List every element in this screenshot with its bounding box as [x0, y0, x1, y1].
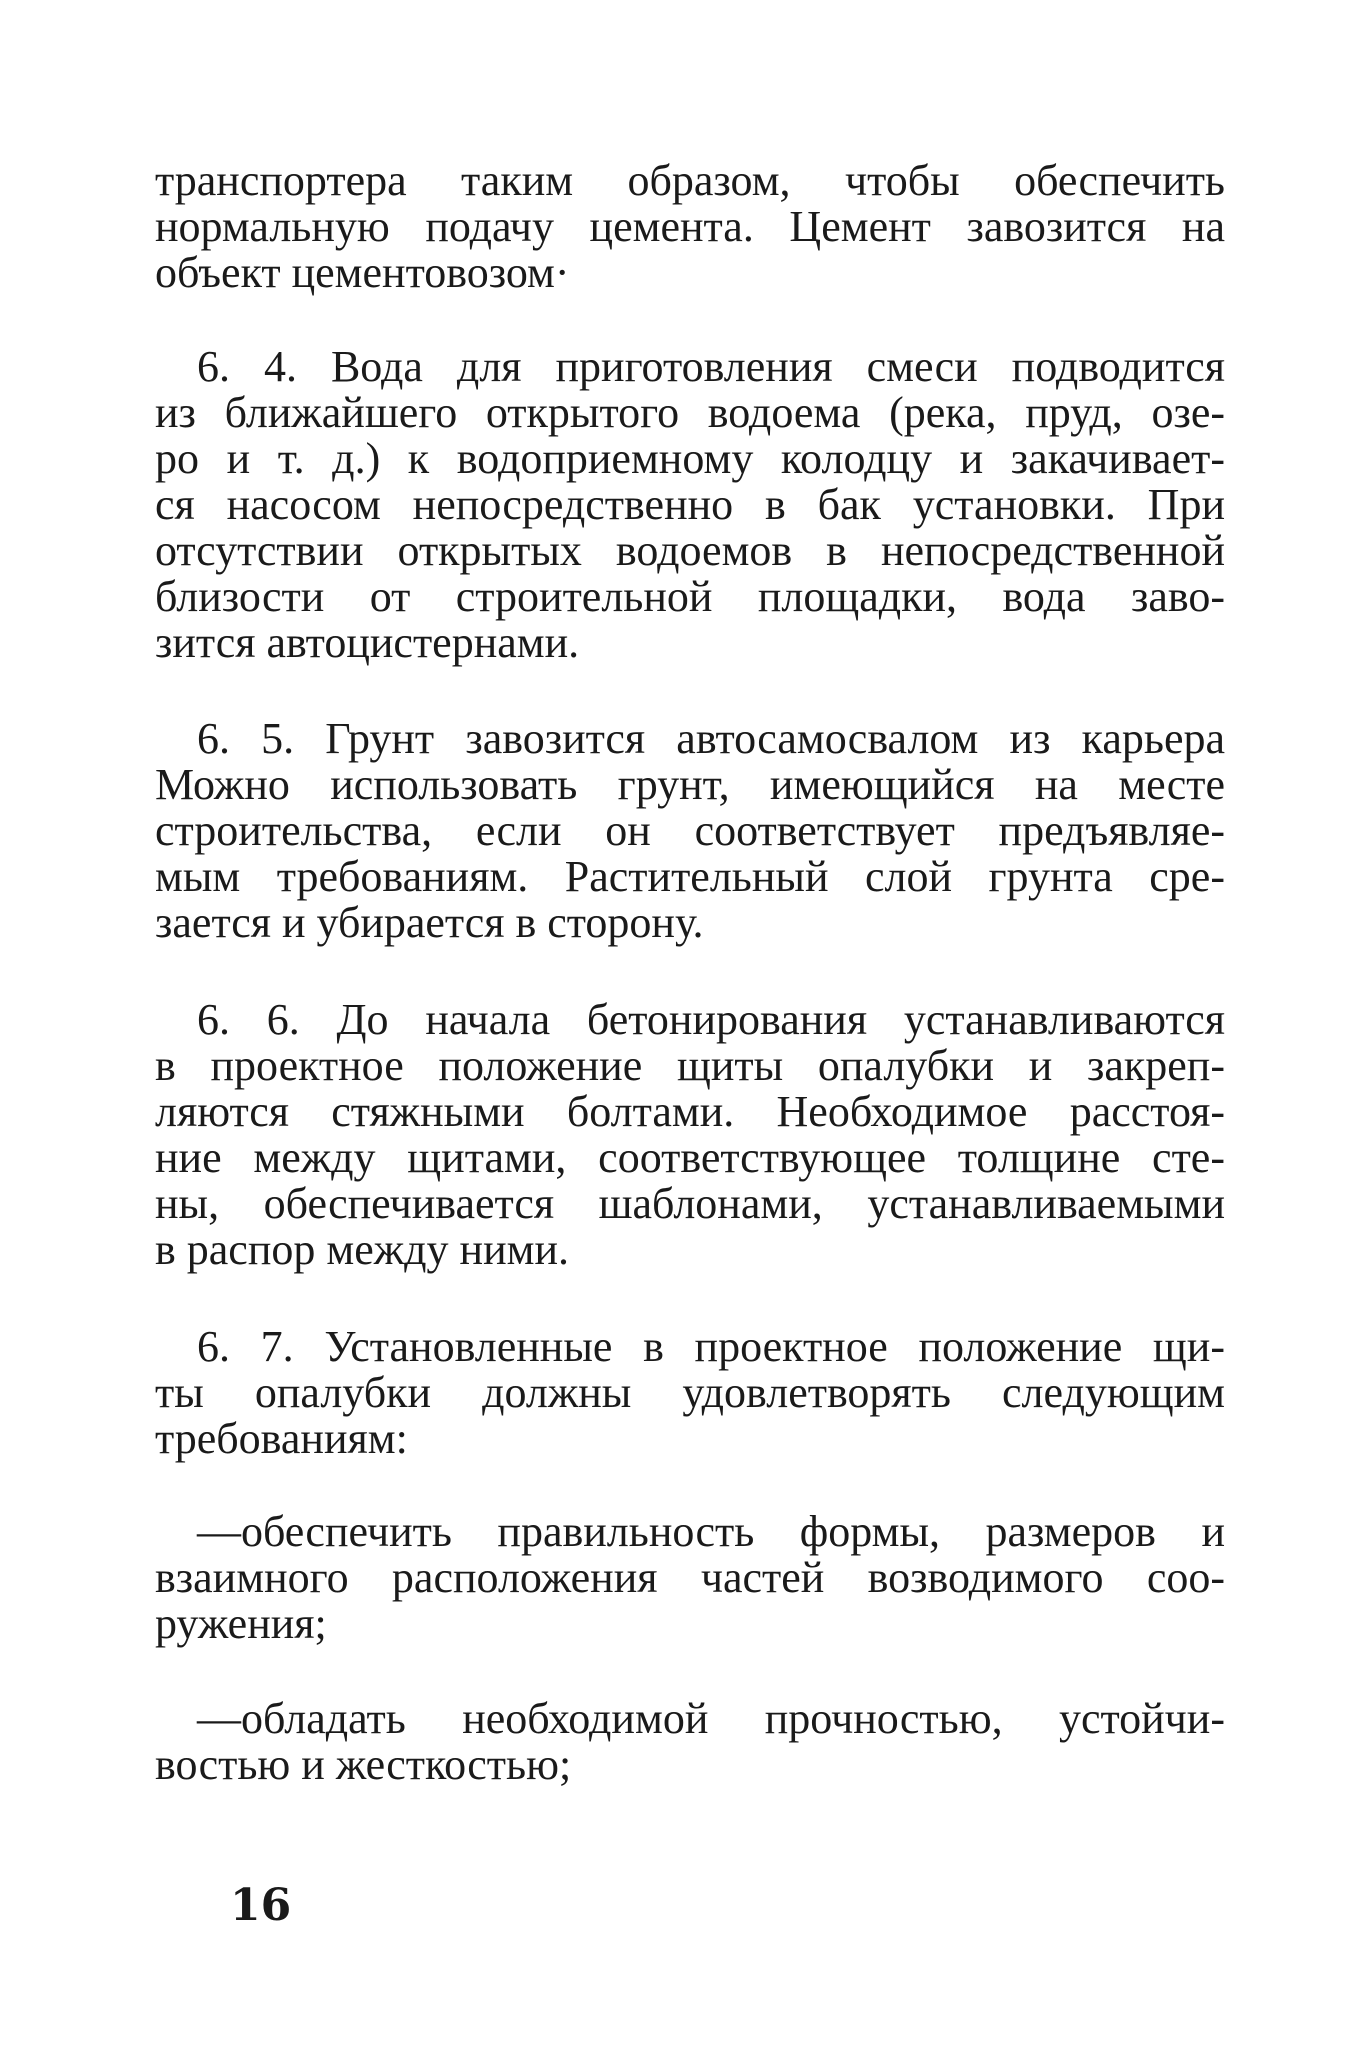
text-line: требованиям: [155, 1414, 408, 1463]
text-line: мым требованиям. Растительный слой грунта сре- [155, 852, 1225, 901]
text-line: Можно использовать грунт, имеющийся на месте [155, 760, 1225, 809]
text-line: ружения; [155, 1599, 327, 1648]
text-line: ны, обеспечивается шаблонами, устанавливаемыми [155, 1179, 1225, 1228]
text-line: востью и жесткостью; [155, 1740, 572, 1789]
text-line: 6. 7. Установленные в проектное положение щи- [197, 1322, 1225, 1371]
paragraph-6-7 [155, 1324, 1225, 1462]
text-line: ты опалубки должны удовлетворять следующим [155, 1368, 1225, 1417]
paragraph-continuation [155, 158, 1225, 296]
page-number: 16 [230, 1880, 292, 1931]
paragraph-6-6 [155, 997, 1225, 1273]
list-item-strength [155, 1696, 1225, 1788]
text-line: объект цементовозом· [155, 248, 570, 297]
text-line: ние между щитами, соответствующее толщине сте- [155, 1133, 1225, 1182]
text-line: ся насосом непосредственно в бак установки. При [155, 480, 1225, 529]
text-line: 6. 6. До начала бетонирования устанавливаются [197, 995, 1225, 1044]
text-line: ляются стяжными болтами. Необходимое расстоя- [155, 1087, 1225, 1136]
list-item-form [155, 1509, 1225, 1647]
paragraph-6-5 [155, 716, 1225, 946]
paragraph-6-4 [155, 344, 1225, 666]
text-line: отсутствии открытых водоемов в непосредственной [155, 526, 1225, 575]
text-line: в проектное положение щиты опалубки и закреп- [155, 1041, 1225, 1090]
text-line: ро и т. д.) к водоприемному колодцу и закачивает- [155, 434, 1225, 483]
text-line: строительства, если он соответствует предъявляе- [155, 806, 1225, 855]
text-line: —обеспечить правильность формы, размеров и [197, 1507, 1225, 1556]
text-line: 6. 5. Грунт завозится автосамосвалом из карьера [197, 714, 1225, 763]
text-line: близости от строительной площадки, вода заво- [155, 572, 1225, 621]
text-line: 6. 4. Вода для приготовления смеси подводится [197, 342, 1225, 391]
text-line: —обладать необходимой прочностью, устойчи- [197, 1694, 1225, 1743]
text-line: зится автоцистернами. [155, 618, 580, 667]
text-line: нормальную подачу цемента. Цемент завозится на [155, 202, 1225, 251]
text-line: взаимного расположения частей возводимого соо- [155, 1553, 1225, 1602]
text-line: транспортера таким образом, чтобы обеспечить [155, 156, 1225, 205]
text-line: зается и убирается в сторону. [155, 898, 704, 947]
text-line: из ближайшего открытого водоема (река, пруд, озе- [155, 388, 1225, 437]
text-line: в распор между ними. [155, 1225, 570, 1274]
